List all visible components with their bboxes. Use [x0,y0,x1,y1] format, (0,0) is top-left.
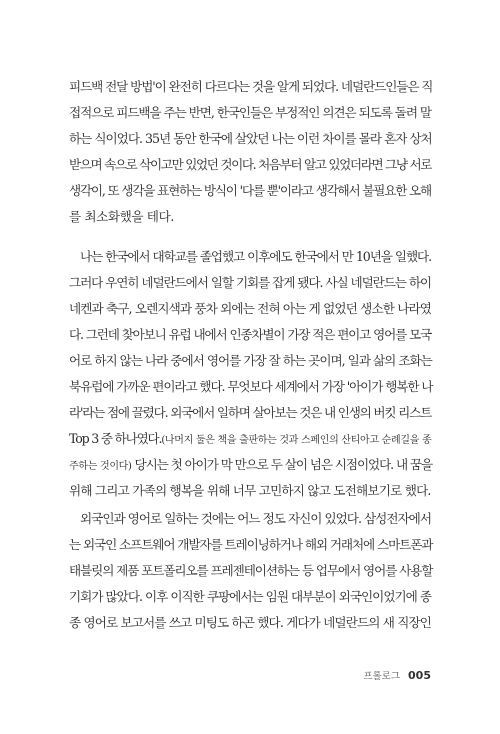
body-text: Top 3 중 하나였다. [69,431,162,446]
page-number: 005 [408,669,431,682]
body-text: 당시는 첫 아이가 막 만으로 두 살이 넘은 시점이었다. 내 꿈을 [131,457,433,472]
body-line: 다. 그런데 찾아보니 유럽 내에서 인종차별이 가장 적은 편이고 영어를 모국 [69,327,431,342]
body-line: 나는 한국에서 대학교를 졸업했고 이후에도 한국에서 만 10년을 일했다. [80,249,431,264]
body-line: 기회가 많았다. 이후 이직한 쿠팡에서는 임원 대부분이 외국인이었기에 종 [69,589,431,604]
body-line: 네켄과 축구, 오렌지색과 풍차 외에는 전혀 아는 게 없었던 생소한 나라였 [69,301,431,316]
body-line: 받으며 속으로 삭이고만 있었던 것이다. 처음부터 알고 있었더라면 그냥 서로 [69,157,431,172]
body-line: 위해 그리고 가족의 행복을 위해 너무 고민하지 않고 도전해보기로 했다. [69,483,431,498]
body-line: 생각이, 또 생각을 표현하는 방식이 '다를 뿐'이라고 생각해서 불필요한 오해 [69,183,431,198]
body-line: 태블릿의 제품 포트폴리오를 프레젠테이션하는 등 업무에서 영어를 사용할 [69,563,433,578]
body-line: 그러다 우연히 네덜란드에서 일할 기회를 잡게 됐다. 사실 네덜란드는 하이 [69,275,431,290]
page-footer [330,664,431,683]
body-line: 는 외국인 소프트웨어 개발자를 트레이닝하거나 해외 거래처에 스마트폰과 [69,537,433,552]
parenthetical-note: (나머지 둘은 책을 출판하는 것과 스페인의 산티아고 순례길을 종 [161,435,432,446]
body-line: 라'라는 점에 끌렸다. 외국에서 일하며 살아보는 것은 내 인생의 버킷 리스트 [69,405,432,420]
body-line: 접적으로 피드백을 주는 반면, 한국인들은 부정적인 의견은 되도록 돌려 말 [69,105,431,120]
body-line: 피드백 전달 방법'이 완전히 다르다는 것을 알게 되었다. 네덜란드인들은 직 [69,79,433,94]
body-line [69,431,431,449]
body-line: 종 영어로 보고서를 쓰고 미팅도 하곤 했다. 게다가 네덜란드의 새 직장인 [69,615,431,630]
parenthetical-note: 주하는 것이다) [69,461,132,472]
body-line: 어로 하지 않는 나라 중에서 영어를 가장 잘 하는 곳이며, 일과 삶의 조화는 [69,353,432,368]
body-line: 외국인과 영어로 일하는 것에는 어느 정도 자신이 있었다. 삼성전자에서 [80,511,431,526]
section-label: 프롤로그 [363,671,401,682]
body-line: 를 최소화했을 테다. [69,209,174,224]
body-line [69,457,431,475]
body-line: 북유럽에 가까운 편이라고 했다. 무엇보다 세계에서 가장 '아이가 행복한 나 [69,379,433,394]
body-line: 하는 식이었다. 35년 동안 한국에 살았던 나는 이런 차이를 몰라 혼자 상처 [69,131,432,146]
